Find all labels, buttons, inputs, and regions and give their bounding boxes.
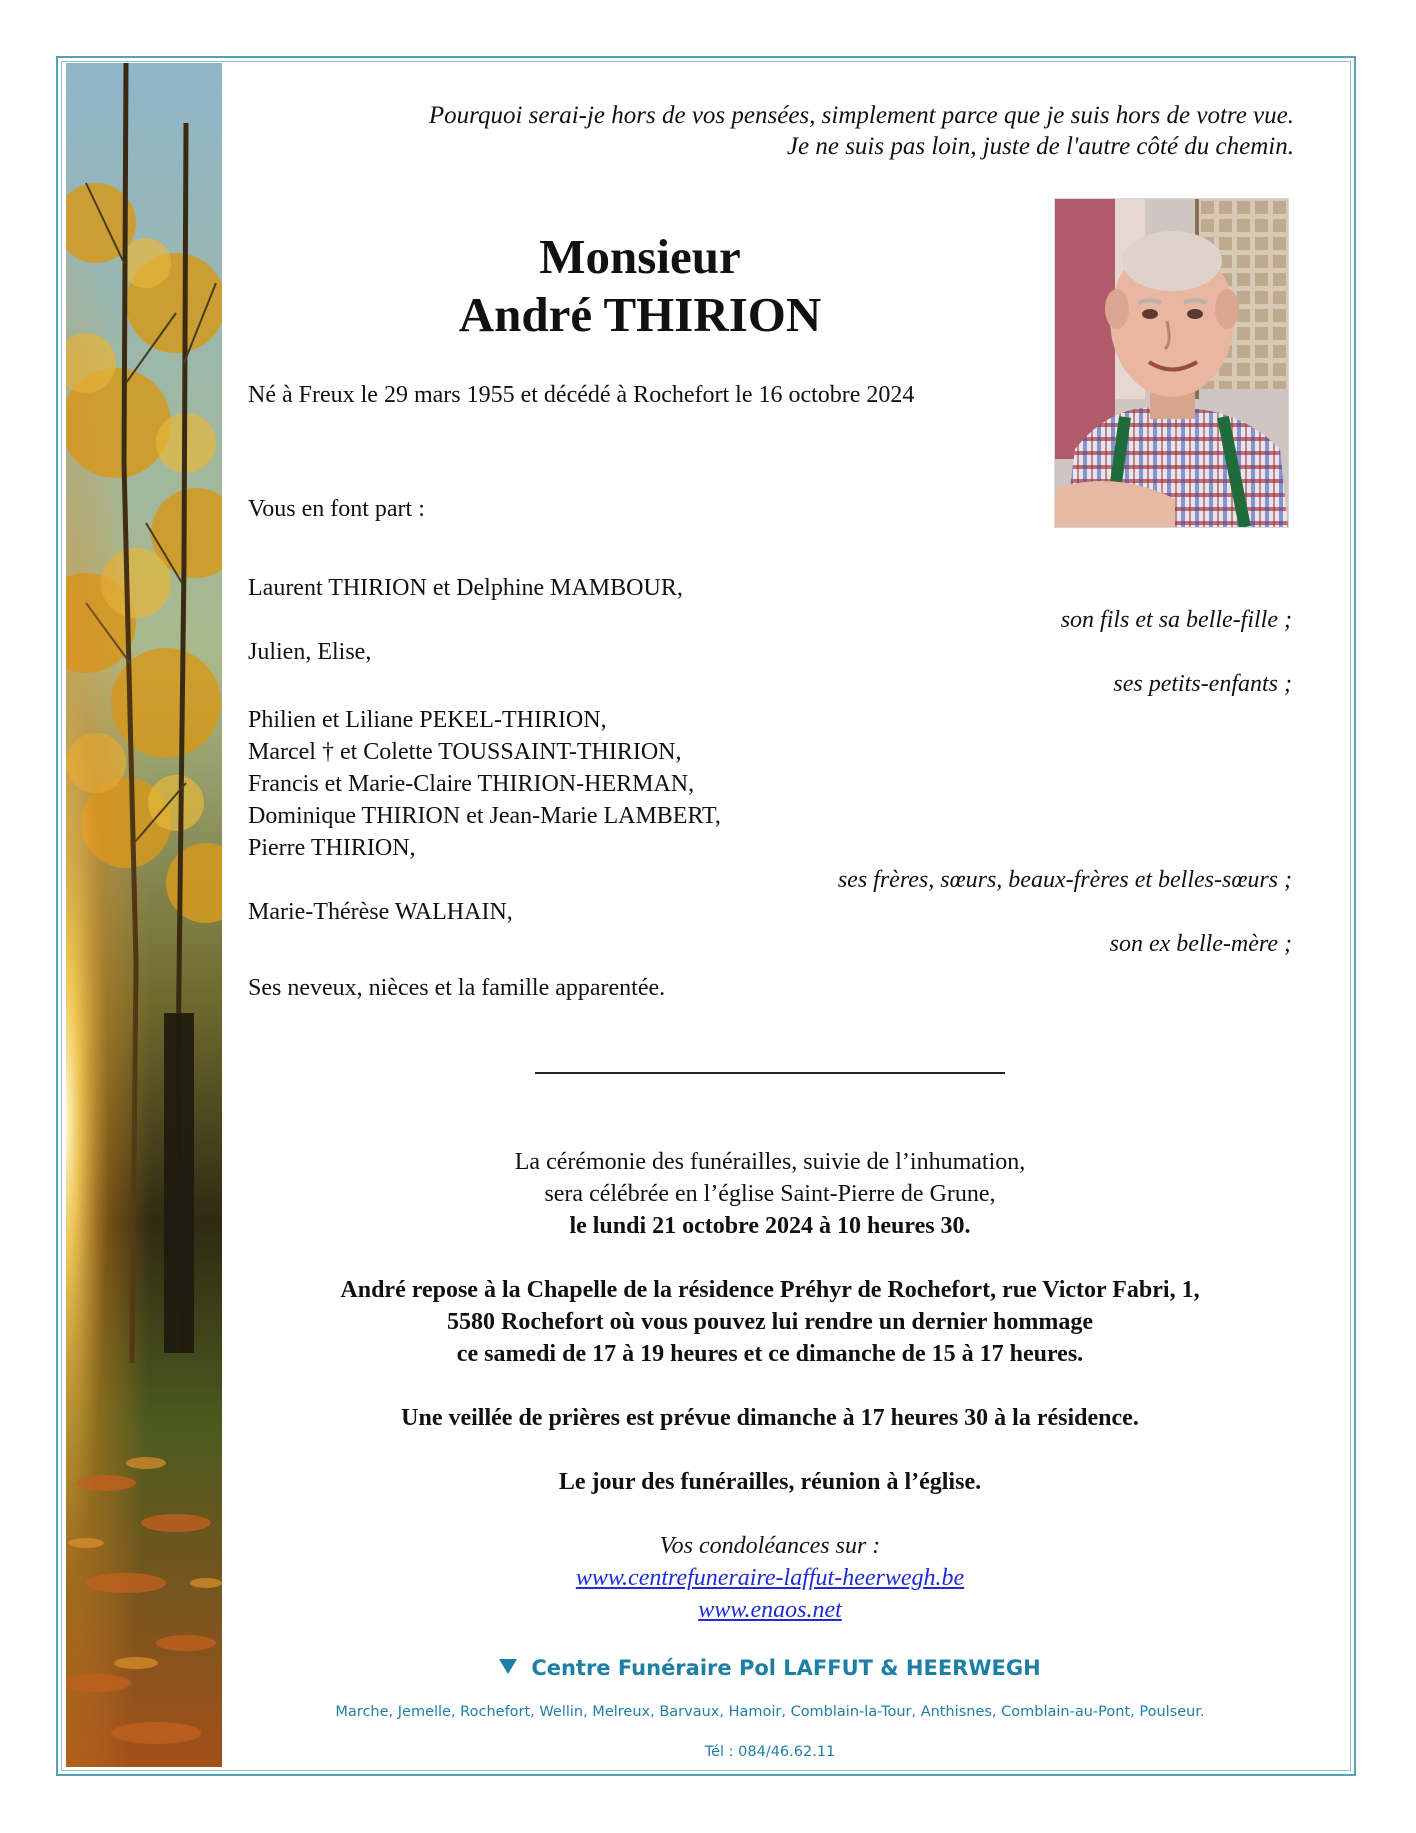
family-son: Laurent THIRION et Delphine MAMBOUR, <box>248 575 683 601</box>
intro-line: Vous en font part : <box>248 496 425 522</box>
family-extended: Ses neveux, nièces et la famille apparentée. <box>248 975 666 1001</box>
rest-line-3: ce samedi de 17 à 19 heures et ce dimanche de 15 à 17 heures. <box>456 1341 1084 1367</box>
triangle-down-icon <box>499 1659 517 1674</box>
rest-line-2: 5580 Rochefort où vous pouvez lui rendre un dernier hommage <box>447 1309 1093 1335</box>
condolences-label: Vos condoléances sur : <box>659 1533 881 1559</box>
separator-line <box>535 1072 1005 1074</box>
funeral-home-phone: Tél : 084/46.62.11 <box>704 1744 836 1760</box>
family-grandchildren: Julien, Elise, <box>248 639 372 665</box>
family-ex-mother-in-law-relation: son ex belle-mère ; <box>1109 931 1292 957</box>
ceremony-info <box>230 1146 1310 1626</box>
birth-death-line: Né à Freux le 29 mars 1955 et décédé à Rochefort le 16 octobre 2024 <box>248 382 915 408</box>
portrait-photo <box>1054 198 1289 528</box>
meeting-line: Le jour des funérailles, réunion à l’église. <box>558 1469 982 1495</box>
family-son-relation: son fils et sa belle-fille ; <box>1060 607 1292 633</box>
family-siblings-relation: ses frères, sœurs, beaux-frères et belles-sœurs ; <box>837 867 1292 893</box>
deceased-title: Monsieur <box>539 229 741 284</box>
funeral-home-towns: Marche, Jemelle, Rochefort, Wellin, Melreux, Barvaux, Hamoir, Comblain-la-Tour, Anthisnes, Comblain-au-Pont, Poulseur. <box>335 1704 1205 1720</box>
deceased-name: André THIRION <box>458 287 822 342</box>
ceremony-date: le lundi 21 octobre 2024 à 10 heures 30. <box>569 1213 971 1239</box>
family-sibling: Francis et Marie-Claire THIRION-HERMAN, <box>248 771 695 797</box>
family-sibling: Philien et Liliane PEKEL-THIRION, <box>248 707 607 733</box>
family-sibling: Pierre THIRION, <box>248 835 416 861</box>
epigraph-quote <box>294 100 1294 162</box>
funeral-home-name <box>230 1656 1310 1680</box>
family-list <box>248 572 1292 1004</box>
autumn-forest-image <box>66 63 222 1767</box>
deceased-name-block <box>380 228 900 344</box>
condolences-link-enaos[interactable]: www.enaos.net <box>698 1597 842 1623</box>
quote-line-1: Pourquoi serai-je hors de vos pensées, simplement parce que je suis hors de votre vue. <box>428 102 1294 129</box>
quote-line-2: Je ne suis pas loin, juste de l'autre côté du chemin. <box>786 133 1294 160</box>
family-sibling: Marcel † et Colette TOUSSAINT-THIRION, <box>248 739 682 765</box>
vigil-line: Une veillée de prières est prévue dimanche à 17 heures 30 à la résidence. <box>401 1405 1139 1431</box>
family-sibling: Dominique THIRION et Jean-Marie LAMBERT, <box>248 803 721 829</box>
family-ex-mother-in-law: Marie-Thérèse WALHAIN, <box>248 899 513 925</box>
ceremony-line-2: sera célébrée en l’église Saint-Pierre de Grune, <box>544 1181 996 1207</box>
rest-line-1: André repose à la Chapelle de la résidence Préhyr de Rochefort, rue Victor Fabri, 1, <box>340 1277 1200 1303</box>
condolences-link-laffut[interactable]: www.centrefuneraire-laffut-heerwegh.be <box>575 1565 965 1591</box>
funeral-home-label: Centre Funéraire Pol LAFFUT & HEERWEGH <box>531 1656 1041 1680</box>
family-grandchildren-relation: ses petits-enfants ; <box>1113 671 1292 697</box>
ceremony-line-1: La cérémonie des funérailles, suivie de l’inhumation, <box>514 1149 1026 1175</box>
